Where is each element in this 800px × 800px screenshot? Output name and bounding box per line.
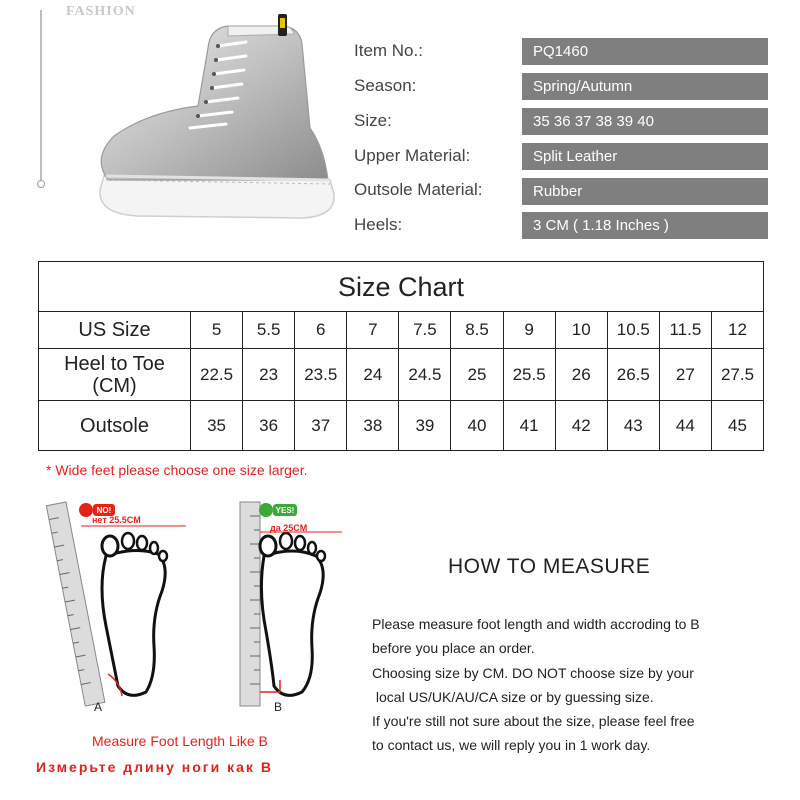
size-cell: 11.5 [660,312,712,348]
size-cell: 37 [295,401,347,450]
wide-feet-note: * Wide feet please choose one size larger. [46,462,308,478]
size-cell: 23.5 [295,349,347,400]
size-cell: 45 [728,415,747,435]
size-cell: 10.5 [608,312,660,348]
brand-watermark: FASHION [66,4,136,19]
size-cell: 42 [556,401,608,450]
measure-a-label: нет 25.5CM [92,515,141,525]
illustration-a-letter: A [94,700,103,714]
row-header-line: Heel to Toe [64,352,165,375]
row-header-us-size: US Size [39,312,191,348]
size-cell: 24.5 [399,349,451,400]
size-cell: 5.5 [243,312,295,348]
size-cell: 5 [191,312,243,348]
size-cell: 27 [660,349,712,400]
badge-no-label: NO! [96,506,112,515]
spec-label-season: Season: [354,76,417,95]
instruction-line: local US/UK/AU/CA size or by guessing size. [372,689,654,705]
size-cell: 36 [243,401,295,450]
size-row-us [39,312,763,349]
size-chart-table [38,261,764,451]
size-cell: 10 [556,312,608,348]
size-cell: 43 [608,401,660,450]
instruction-line: Please measure foot length and width accroding to B [372,616,700,632]
row-header-line: (CM) [92,374,137,397]
foot-measure-illustration-a [36,496,201,716]
spec-value-season: Spring/Autumn [522,73,768,100]
measure-caption-english: Measure Foot Length Like B [92,733,268,749]
brand-rail [40,10,42,182]
size-cell: 8.5 [451,312,503,348]
instruction-line: to contact us, we will reply you in 1 work day. [372,737,651,753]
size-row-outsole [39,401,763,450]
brand-rail-dot [37,180,45,188]
row-header-outsole: Outsole [39,401,191,450]
spec-value-size: 35 36 37 38 39 40 [522,108,768,135]
size-cell: 41 [504,401,556,450]
size-cell: 27.5 [720,364,755,384]
size-cell: 38 [347,401,399,450]
spec-label-outsole-material: Outsole Material: [354,180,483,199]
size-cell: 23 [243,349,295,400]
measure-caption-russian: Измерьте длину ноги как В [36,759,273,775]
illustration-b-letter: B [274,700,283,714]
size-cell: 26.5 [608,349,660,400]
size-cell: 9 [504,312,556,348]
size-cell: 39 [399,401,451,450]
row-header-heel-to-toe [39,349,191,400]
size-cell: 24 [347,349,399,400]
size-cell: 6 [295,312,347,348]
size-cell: 7.5 [399,312,451,348]
size-row-heel-to-toe [39,349,763,401]
size-cell: 25.5 [504,349,556,400]
instruction-line: before you place an order. [372,640,535,656]
size-cell: 25 [451,349,503,400]
spec-value-heels: 3 CM ( 1.18 Inches ) [522,212,768,239]
size-chart-title: Size Chart [39,262,763,312]
spec-label-item-no: Item No.: [354,41,423,60]
measure-b-label: да 25CM [270,523,308,533]
spec-label-upper-material: Upper Material: [354,146,471,165]
product-boot-image [78,8,348,220]
size-cell: 35 [191,401,243,450]
size-cell: 22.5 [191,349,243,400]
spec-label-heels: Heels: [354,215,403,234]
foot-measure-illustration-b [222,496,387,716]
spec-label-size: Size: [354,111,392,130]
badge-yes-label: YES! [275,506,295,515]
size-cell: 40 [451,401,503,450]
spec-value-upper-material: Split Leather [522,143,768,170]
spec-value-item-no: PQ1460 [522,38,768,65]
size-cell: 7 [347,312,399,348]
how-to-measure-title: HOW TO MEASURE [448,555,651,578]
spec-value-outsole-material: Rubber [522,178,768,205]
size-cell: 12 [728,320,747,339]
size-cell: 44 [660,401,712,450]
size-cell: 26 [556,349,608,400]
instruction-line: Choosing size by CM. DO NOT choose size by your [372,665,694,681]
instruction-line: If you're still not sure about the size, please feel free [372,713,695,729]
